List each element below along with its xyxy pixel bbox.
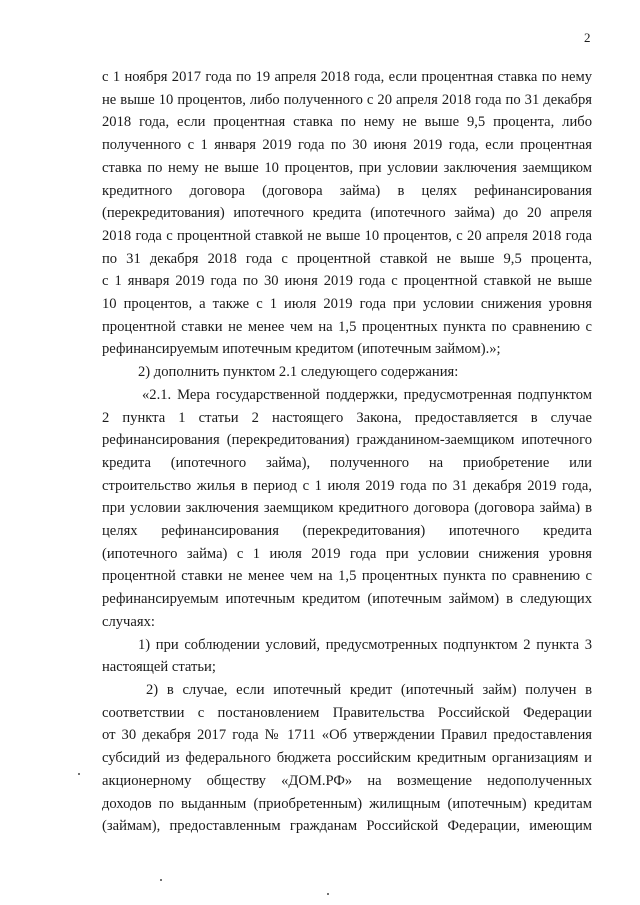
text-line: рефинансирования (перекредитования) гражданином-заемщиком ипотечного — [102, 432, 592, 449]
text-line: субсидий из федерального бюджета российским кредитным организациям и — [102, 750, 592, 767]
text-line: при условии заключения заемщиком кредитного договора (договора займа) в — [102, 500, 592, 517]
text-line: 2018 года с процентной ставкой не выше 10 процентов, с 20 апреля 2018 года — [102, 227, 592, 244]
document-body — [102, 66, 592, 838]
text-line: «2.1. Мера государственной поддержки, предусмотренная подпунктом — [142, 386, 592, 403]
text-line: строительство жилья в период с 1 июля 2019 года по 31 декабря 2019 года, — [102, 477, 592, 494]
page-number: 2 — [584, 30, 591, 45]
text-line: процентной ставки не менее чем на 1,5 процентных пункта по сравнению с — [102, 568, 592, 585]
text-line: (перекредитования) ипотечного кредита (ипотечного займа) до 20 апреля — [102, 205, 592, 222]
text-line: случаях: — [102, 613, 155, 630]
text-line: 2) в случае, если ипотечный кредит (ипотечный займ) получен в — [146, 681, 592, 698]
text-line: 2 пункта 1 статьи 2 настоящего Закона, предоставляется в случае — [102, 409, 592, 426]
text-line: полученного с 1 января 2019 года по 30 июня 2019 года, если процентная — [102, 137, 592, 154]
text-line: 1) при соблюдении условий, предусмотренных подпунктом 2 пункта 3 — [138, 636, 592, 653]
text-line: соответствии с постановлением Правительства Российской Федерации — [102, 704, 592, 721]
text-line: доходов по выданным (приобретенным) жилищным (ипотечным) кредитам — [102, 795, 592, 812]
text-line: (ипотечного займа) с 1 июля 2019 года при условии снижения уровня — [102, 545, 592, 562]
text-line: настоящей статьи; — [102, 659, 216, 676]
text-line: 2018 года, если процентная ставка по нему не выше 9,5 процента, либо — [102, 114, 592, 131]
text-line: ставка по нему не выше 10 процентов, при условии заключения заемщиком — [102, 159, 592, 176]
text-line: процентной ставки не менее чем на 1,5 процентных пункта по сравнению с — [102, 318, 592, 335]
text-line: с 1 ноября 2017 года по 19 апреля 2018 года, если процентная ставка по нему — [102, 69, 592, 85]
text-line: (займам), предоставленным гражданам Российской Федерации, имеющим — [102, 818, 592, 835]
text-line: целях рефинансирования (перекредитования) ипотечного кредита — [102, 523, 592, 540]
scan-speck — [327, 893, 329, 895]
text-line: рефинансируемым ипотечным кредитом (ипотечным займом) в следующих — [102, 591, 592, 608]
text-line: кредитного договора (договора займа) в целях рефинансирования — [102, 182, 592, 199]
scan-speck — [160, 879, 162, 881]
text-line: не выше 10 процентов, либо полученного с 20 апреля 2018 года по 31 декабря — [102, 91, 592, 108]
scan-speck — [78, 773, 80, 775]
text-line: по 31 декабря 2018 года с процентной ставкой не выше 9,5 процента, — [102, 250, 592, 267]
text-line: с 1 января 2019 года по 30 июня 2019 года с процентной ставкой не выше — [102, 273, 592, 290]
text-line: от 30 декабря 2017 года № 1711 «Об утверждении Правил предоставления — [102, 727, 592, 744]
text-line: 10 процентов, а также с 1 июля 2019 года при условии снижения уровня — [102, 296, 592, 313]
text-line: акционерному обществу «ДОМ.РФ» на возмещение недополученных — [102, 772, 592, 789]
text-line: кредита (ипотечного займа), полученного на приобретение или — [102, 454, 592, 471]
text-line: рефинансируемым ипотечным кредитом (ипотечным займом).»; — [102, 341, 501, 358]
text-line: 2) дополнить пунктом 2.1 следующего содержания: — [138, 364, 459, 381]
